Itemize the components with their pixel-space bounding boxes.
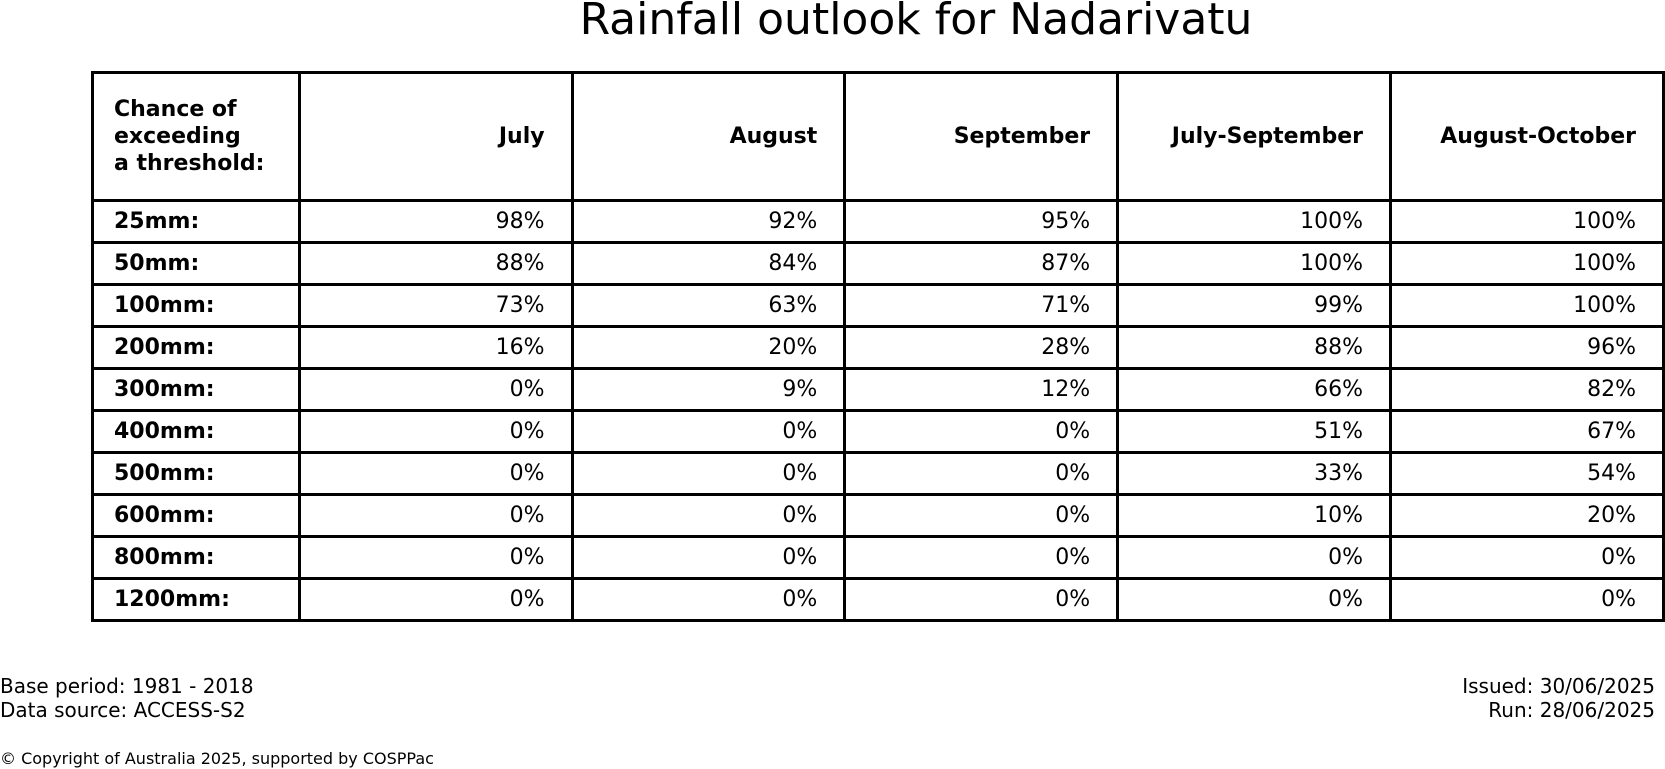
probability-cell: 0% bbox=[1118, 537, 1391, 579]
base-period: Base period: 1981 - 2018 bbox=[0, 674, 254, 698]
probability-cell: 98% bbox=[299, 201, 572, 243]
threshold-label: 300mm: bbox=[93, 369, 300, 411]
corner-header bbox=[93, 73, 300, 201]
column-header-july: July bbox=[299, 73, 572, 201]
probability-cell: 0% bbox=[572, 453, 845, 495]
probability-cell: 0% bbox=[845, 495, 1118, 537]
probability-cell: 51% bbox=[1118, 411, 1391, 453]
probability-cell: 100% bbox=[1391, 285, 1664, 327]
probability-cell: 92% bbox=[572, 201, 845, 243]
probability-cell: 95% bbox=[845, 201, 1118, 243]
column-header-july-september: July-September bbox=[1118, 73, 1391, 201]
probability-cell: 0% bbox=[299, 453, 572, 495]
probability-cell: 63% bbox=[572, 285, 845, 327]
column-header-august-october: August-October bbox=[1391, 73, 1664, 201]
probability-cell: 0% bbox=[299, 537, 572, 579]
table-row bbox=[93, 243, 1664, 285]
probability-cell: 0% bbox=[299, 411, 572, 453]
rainfall-outlook-table bbox=[91, 71, 1665, 622]
probability-cell: 0% bbox=[1391, 579, 1664, 621]
probability-cell: 100% bbox=[1118, 201, 1391, 243]
table-row bbox=[93, 285, 1664, 327]
column-header-september: September bbox=[845, 73, 1118, 201]
probability-cell: 0% bbox=[299, 579, 572, 621]
probability-cell: 10% bbox=[1118, 495, 1391, 537]
probability-cell: 0% bbox=[572, 579, 845, 621]
probability-cell: 100% bbox=[1391, 243, 1664, 285]
corner-header-line: Chance of bbox=[114, 97, 237, 122]
corner-header-line: a threshold: bbox=[114, 151, 265, 176]
table-row bbox=[93, 453, 1664, 495]
issued-date: Issued: 30/06/2025 bbox=[1462, 674, 1655, 698]
chart-title: Rainfall outlook for Nadarivatu bbox=[579, 0, 1253, 45]
probability-cell: 100% bbox=[1118, 243, 1391, 285]
table-row bbox=[93, 411, 1664, 453]
corner-header-line: exceeding bbox=[114, 124, 241, 149]
threshold-label: 25mm: bbox=[93, 201, 300, 243]
probability-cell: 0% bbox=[1391, 537, 1664, 579]
column-header-august: August bbox=[572, 73, 845, 201]
table-row bbox=[93, 369, 1664, 411]
threshold-label: 1200mm: bbox=[93, 579, 300, 621]
probability-cell: 0% bbox=[572, 411, 845, 453]
probability-cell: 0% bbox=[299, 495, 572, 537]
footer-right bbox=[1462, 674, 1655, 722]
probability-cell: 87% bbox=[845, 243, 1118, 285]
probability-cell: 20% bbox=[1391, 495, 1664, 537]
probability-cell: 66% bbox=[1118, 369, 1391, 411]
threshold-label: 400mm: bbox=[93, 411, 300, 453]
probability-cell: 0% bbox=[572, 537, 845, 579]
probability-cell: 28% bbox=[845, 327, 1118, 369]
probability-cell: 88% bbox=[299, 243, 572, 285]
probability-cell: 84% bbox=[572, 243, 845, 285]
table-row bbox=[93, 327, 1664, 369]
threshold-label: 100mm: bbox=[93, 285, 300, 327]
probability-cell: 67% bbox=[1391, 411, 1664, 453]
threshold-label: 500mm: bbox=[93, 453, 300, 495]
table-row bbox=[93, 201, 1664, 243]
probability-cell: 73% bbox=[299, 285, 572, 327]
probability-cell: 100% bbox=[1391, 201, 1664, 243]
table-row bbox=[93, 537, 1664, 579]
run-date: Run: 28/06/2025 bbox=[1488, 698, 1655, 722]
probability-cell: 0% bbox=[845, 537, 1118, 579]
footer-left bbox=[0, 674, 254, 722]
probability-cell: 16% bbox=[299, 327, 572, 369]
copyright-notice: © Copyright of Australia 2025, supported by COSPPac bbox=[0, 749, 434, 768]
probability-cell: 88% bbox=[1118, 327, 1391, 369]
table-row bbox=[93, 579, 1664, 621]
probability-cell: 82% bbox=[1391, 369, 1664, 411]
threshold-label: 200mm: bbox=[93, 327, 300, 369]
threshold-label: 50mm: bbox=[93, 243, 300, 285]
threshold-label: 800mm: bbox=[93, 537, 300, 579]
probability-cell: 0% bbox=[845, 411, 1118, 453]
threshold-label: 600mm: bbox=[93, 495, 300, 537]
header-row bbox=[93, 73, 1664, 201]
probability-cell: 12% bbox=[845, 369, 1118, 411]
probability-cell: 33% bbox=[1118, 453, 1391, 495]
probability-cell: 20% bbox=[572, 327, 845, 369]
probability-cell: 0% bbox=[299, 369, 572, 411]
probability-cell: 54% bbox=[1391, 453, 1664, 495]
data-source: Data source: ACCESS-S2 bbox=[0, 698, 246, 722]
probability-cell: 0% bbox=[572, 495, 845, 537]
probability-cell: 99% bbox=[1118, 285, 1391, 327]
probability-cell: 0% bbox=[1118, 579, 1391, 621]
table-row bbox=[93, 495, 1664, 537]
table-body bbox=[93, 201, 1664, 621]
probability-cell: 71% bbox=[845, 285, 1118, 327]
probability-cell: 9% bbox=[572, 369, 845, 411]
probability-cell: 0% bbox=[845, 579, 1118, 621]
probability-cell: 96% bbox=[1391, 327, 1664, 369]
probability-cell: 0% bbox=[845, 453, 1118, 495]
